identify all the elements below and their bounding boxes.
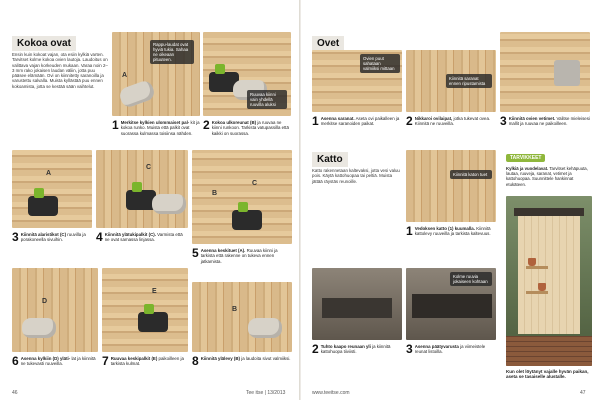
step-caption-2: 2 Kokoa ulkoreunat (B) ja ruuvaa ne kiinni runkoon. Tarkista vatupassilla että kaikki on suorassa. (203, 118, 289, 136)
step-caption-4: 4 Kiinnitä ylätukipalkit (C). Varmista että ne ovat samassa linjassa. (96, 230, 183, 244)
door-caption-2: 2 Nikkaroi ovilaipat, jotka tukevat ovea. Kiinnitä ne ruuveilla. (406, 114, 491, 128)
callout-note: Kolme ruuvia jokaiseen kohtaan (450, 272, 492, 286)
letter-label: B (232, 306, 238, 313)
callout-note: Ruuvaa kiinni vain yhdellä ruuvilla aluksi (247, 90, 287, 109)
callout-note: Kiinnitä katon tuet (450, 170, 492, 179)
handle-icon (554, 60, 580, 86)
photo-door-2 (406, 50, 496, 112)
shed-caption: Kun olet löytänyt vajalle hyvän paikan, aseta se tasaiselle alustalle. (506, 369, 589, 380)
photo-door-1 (312, 50, 402, 112)
tip-label: TARVIKKEET (506, 154, 545, 162)
photo-finished-shed (506, 196, 592, 366)
letter-label: C (252, 180, 258, 187)
glove-image (118, 79, 157, 109)
section-title-ovet: Ovet (312, 36, 344, 51)
shelf (526, 266, 548, 269)
intro-text: Ensin kuin kokoat vajan, ota esiin kylkiä varten. Tarvitset kolme kokoa ovien lautoja. Laudoitus on valittava vajan korkeuden mukaan. Varaa noin 2–3 mm rako jokaisen laudan väliin, jotta puu pääsee elämään. Ovi on kiinnitetty saranoilla ja varustettu salvalla. Muista kyllästää puu ennen kokoamista, jotta se kestää sään vaihtelut. (12, 52, 108, 89)
photo-roof-2 (312, 268, 402, 340)
step-caption-5: 5 Asenna keskituet (A). Ruuvaa kiinni ja tarkista että rakenne on tukeva ennen jatkamista. (192, 246, 278, 264)
callout-note: Kiinnitä saranat ennen ripustamista (446, 74, 492, 88)
door-caption-3: 3 Kiinnitä ovien vetimet. Valitse mieleisesi mallit ja ruuvaa ne paikoilleen. (500, 114, 590, 128)
step-caption-6: 6 Asenna kylkiin (D) yläti- lat ja kiinnitä ne tukevasti ruuveilla. (12, 354, 96, 368)
glove-image (22, 318, 56, 338)
photo-step-2 (203, 32, 291, 116)
door-caption-1: 1 Asenna saranat. Aseta ovi paikalleen ja merkitse saranoiden paikat. (312, 114, 400, 128)
photo-step-4 (96, 150, 188, 228)
flower-pot (538, 283, 546, 291)
photo-step-3 (12, 150, 92, 228)
drill-image (28, 196, 58, 216)
roof-caption-1: 1 Vedoksen katto (1) kuumalla. Kiinnitä kattolevy ruuveilla ja tarkista kaltevuus. (406, 224, 491, 238)
tip-box (506, 146, 592, 187)
shed-body (518, 214, 580, 334)
shelf (526, 291, 548, 294)
drill-image (138, 312, 168, 332)
photo-step-5 (192, 150, 292, 244)
page-number-right: 47 (580, 390, 586, 396)
letter-label: A (122, 72, 128, 79)
photo-step-6 (12, 268, 98, 352)
section-title-katto: Katto (312, 152, 348, 167)
photo-step-7 (102, 268, 188, 352)
shed-roof (514, 208, 584, 216)
roof-caption-2: 2 Tuhto kaapo reunaan yli ja kiinnitä kattohuopa tiiviisti. (312, 342, 391, 356)
glove-image (248, 318, 282, 338)
letter-label: E (152, 288, 157, 295)
glove-image (152, 194, 186, 214)
roof-felt (322, 298, 392, 318)
brick-ground (506, 336, 592, 366)
page-gutter (299, 0, 301, 400)
section-title-kokoa: Kokoa ovat (12, 36, 76, 51)
callout-note: Ovien puut sahataan valmiiksi mittaan (360, 54, 400, 73)
step-caption-3: 3 Kiinnitä alaristikot (C) ruuvilla ja porakoneella sivuihin. (12, 230, 86, 244)
photo-step-8 (192, 282, 292, 352)
letter-label: B (212, 190, 218, 197)
letter-label: D (42, 298, 48, 305)
step-caption-1: 1 Merkitse kylkien ulommaiset pal- kit ja kokoa runko. Muista että palkit ovat suorassa kulmassa toisiinsa nähden. (112, 118, 200, 136)
flower-pot (528, 258, 536, 266)
footer-magazine: Tee itse | 13/2013 (246, 390, 286, 396)
roof-caption-3: 3 Asenna päätyvarusta ja viimeistele reunat listoilla. (406, 342, 486, 356)
photo-roof-1 (406, 150, 496, 222)
callout-note: Rappu-laudat ovat hyviä tukia. Sahaa ne oikeaan pituuteen. (150, 40, 194, 64)
letter-label: C (146, 164, 152, 171)
tip-text: Kylkiä ja vuodelavat. Tarvitset kehäpuuta, lautaa, ruuveja, saranat, vetimet ja kattohuopaa. Suunnittele hankinnat etukäteen. (506, 166, 588, 187)
letter-label: A (46, 170, 52, 177)
drill-image (232, 210, 262, 230)
roof-intro: Katto rakennetaan kaltevaksi, jotta vesi valuu pois. Käytä kattohuopaa tai peltiä. Muista jättää räystäs reunoille. (312, 168, 400, 184)
photo-step-1 (112, 32, 200, 116)
photo-door-handle (500, 32, 590, 112)
step-caption-7: 7 Ruuvaa keskipalkit (E) paikoilleen ja tarkista kulmat. (102, 354, 184, 368)
page-number-left: 46 (12, 390, 18, 396)
roof-edge (412, 294, 492, 318)
photo-roof-3 (406, 268, 496, 340)
step-caption-8: 8 Kiinnitä ylälevy (B) ja laudoita sivut valmiiksi. (192, 354, 291, 368)
footer-site: www.teeitse.com (312, 390, 350, 396)
